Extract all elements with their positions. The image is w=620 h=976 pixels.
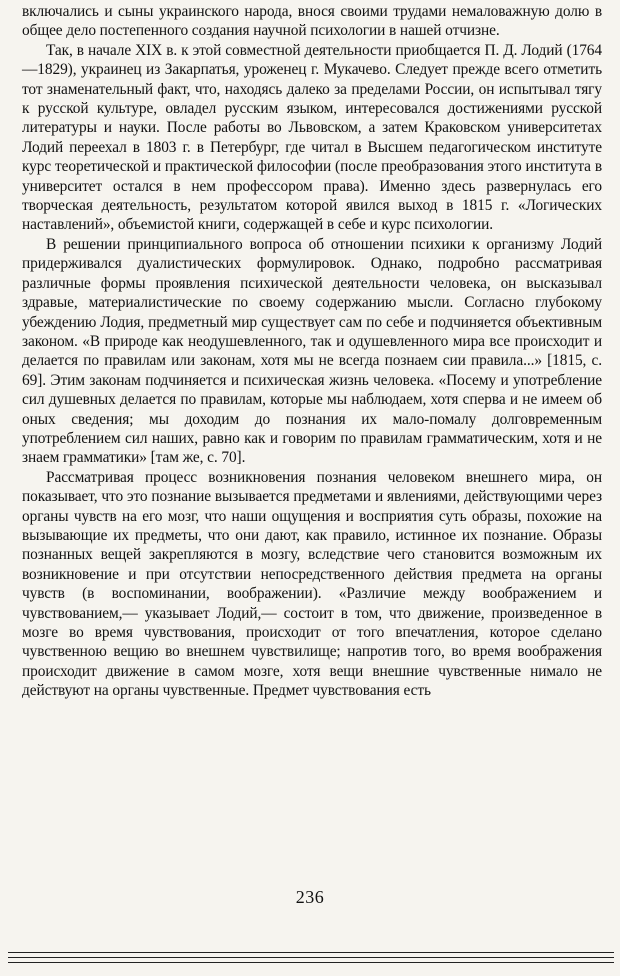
footer-rule	[8, 957, 614, 958]
paragraph-3: В решении принципиального вопроса об отношении психики к организму Лодий придерживался дуалистических формулировок. Однако, подробно рассматривая различные формы проявления психической деятельности человека, он высказывал здравые, материалистические по своему содержанию мысли. Согласно глубокому убеждению Лодия, предметный мир существует сам по себе и подчиняется объективным законом. «В природе как неодушевленного, так и одушевленного мира все происходит и делается по правилам или законам, хотя мы не всегда познаем сии правила...» [1815, с. 69]. Этим законам подчиняется и психическая жизнь человека. «Посему и употребление сил душевных делается по правилам, которые мы наблюдаем, хотя сперва и не имеем об оных сведения; мы доходим до познания их мало-помалу долговременным употреблением сил наших, равно как и говорим по правилам грамматическим, хотя и не знаем грамматики» [там же, с. 70].	[22, 235, 602, 467]
paragraph-4: Рассматривая процесс возникновения познания человеком внешнего мира, он показывает, что это познание вызывается предметами и явлениями, действующими через органы чувств на его мозг, что наши ощущения и восприятия суть образы, похожие на вызывающие их предметы, что они дают, как правило, истинное их познание. Образы познанных вещей закрепляются в мозгу, вследствие чего становится возможным их возникновение и при отсутствии непосредственного действия предмета на органы чувств (в воспоминании, воображении). «Различие между воображением и чувствованием,— указывает Лодий,— состоит в том, что движение, произведенное в мозге во время чувствования, происходит от того впечатления, которое сделано чувственною вещию во внешнем чувствилище; напротив того, во время воображения происходит движение в самом мозге, хотя вещи внешние чувственные нимало не действуют на органы чувственные. Предмет чувствования есть	[22, 468, 602, 700]
footer-rules	[0, 949, 620, 969]
paragraph-2: Так, в начале XIX в. к этой совместной деятельности приобщается П. Д. Лодий (1764—1829), украинец из Закарпатья, уроженец г. Мукачево. Следует прежде всего отметить тот знаменательный факт, что, находясь далеко за пределами России, он испытывал тягу к русской культуре, овладел русским языком, интересовался достижениями русской литературы и науки. После работы во Львовском, а затем Краковском университетах Лодий переехал в 1803 г. в Петербург, где читал в Высшем педагогическом институте курс теоретической и практической философии (после преобразования этого института в университет остался в нем профессором права). Именно здесь развернулась его творческая деятельность, результатом которой явился выход в 1815 г. «Логических наставлений», объемистой книги, содержащей в себе и курс психологии.	[22, 41, 602, 234]
page-body	[22, 2, 602, 701]
paragraph-1: включались и сыны украинского народа, внося своими трудами немаловажную долю в общее дело постепенного создания научной психологии в нашей отчизне.	[22, 3, 602, 40]
page-number: 236	[295, 887, 325, 907]
footer-rule	[8, 952, 614, 953]
footer-rule	[8, 962, 614, 963]
